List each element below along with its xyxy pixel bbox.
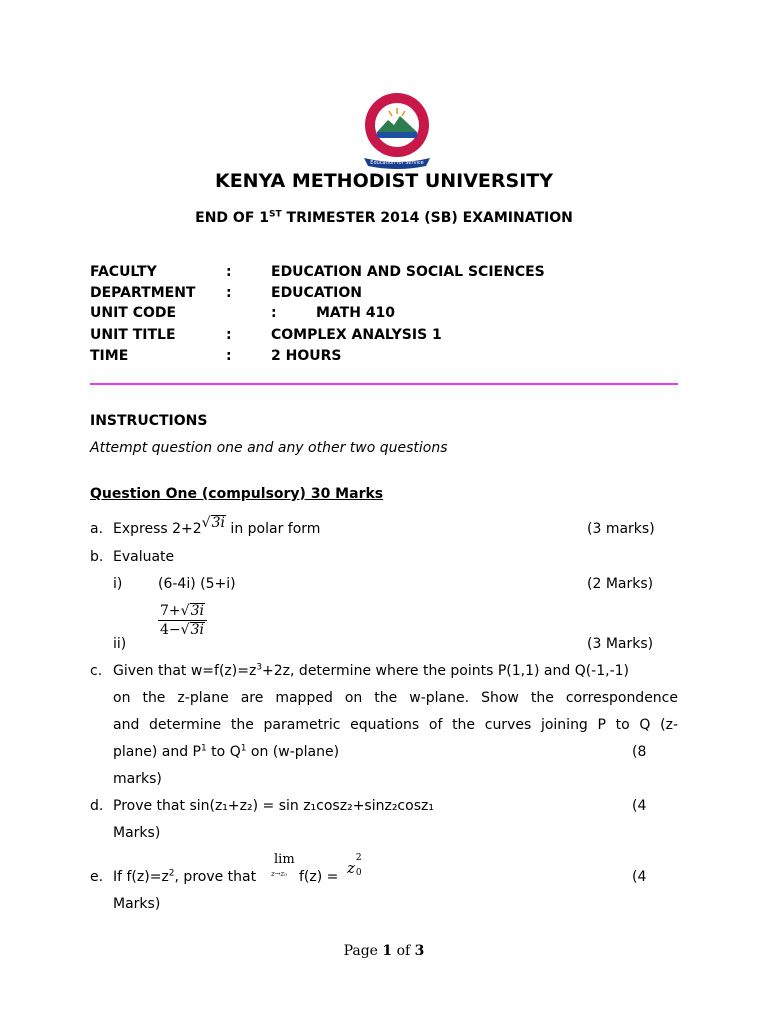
q-c-marks-a: (8 [632,744,647,760]
q-e-lim-sub: z→z₀ [271,870,288,878]
detail-time-value: 2 HOURS [271,348,342,364]
detail-unit-code-label: UNIT CODE [90,305,177,321]
q-b-label: b. [90,549,104,565]
q-c-label: c. [90,663,103,679]
section-divider [90,383,678,385]
detail-unit-title-sep: : [226,327,232,343]
page-number: Page 1 of 3 [343,943,425,959]
university-logo [360,92,434,170]
q-d-text: Prove that sin(z₁+z₂) = sin z₁cosz₂+sinz₂cosz₁ [113,798,434,814]
question-one-heading: Question One (compulsory) 30 Marks [90,486,384,502]
q-b-i-label: i) [113,576,123,592]
q-a-label: a. [90,521,104,537]
q-a-marks: (3 marks) [587,521,655,537]
q-e-text: If $f(z)=z^2$, prove that [113,868,257,885]
q-e-lim: lim [274,852,295,867]
detail-unit-title-value: COMPLEX ANALYSIS 1 [271,327,442,343]
detail-time-sep: : [226,348,232,364]
q-e-label: e. [90,869,104,885]
detail-department-value: EDUCATION [271,285,362,301]
q-e-z0: z 2 0 [347,853,362,878]
detail-department-sep: : [226,285,232,301]
detail-unit-code-value: MATH 410 [316,305,396,321]
q-e-fz: f(z) = [299,869,339,885]
detail-department-label: DEPARTMENT [90,285,196,301]
detail-faculty-value: EDUCATION AND SOCIAL SCIENCES [271,264,545,280]
q-c-marks-b: marks) [113,771,162,787]
q-a-text: Express 2+2√3i in polar form [113,515,321,537]
q-c-line3: and determine the parametric equations of the curves joining P to Q (z- [113,717,678,733]
q-d-label: d. [90,798,104,814]
q-b-text: Evaluate [113,549,175,565]
q-c-line4: plane) and $P^1$ to $Q^1$ on (w-plane) [113,743,340,760]
detail-time-label: TIME [90,348,129,364]
exam-title: END OF 1ST TRIMESTER 2014 (SB) EXAMINATION [195,209,573,226]
q-e-marks-a: (4 [632,869,647,885]
q-b-ii-label: ii) [113,636,127,652]
q-c-line1: Given that $w=f(z)=z^3+2z$, determine where the points P(1,1) and Q(-1,-1) [113,662,630,679]
detail-unit-title-label: UNIT TITLE [90,327,176,343]
detail-faculty-label: FACULTY [90,264,157,280]
instructions-text: Attempt question one and any other two questions [90,440,448,456]
q-e-marks-b: Marks) [113,896,161,912]
detail-unit-code-sep: : [271,305,277,321]
q-b-i-marks: (2 Marks) [587,576,654,592]
detail-faculty-sep: : [226,264,232,280]
logo-seal-icon [360,92,434,170]
q-b-ii-fraction: $\frac{7+√3i}{4-√3i}$ [158,603,207,638]
q-b-i-text: (6-4i) (5+i) [158,576,236,592]
q-d-marks-b: Marks) [113,825,161,841]
q-d-marks-a: (4 [632,798,647,814]
logo-ribbon-text: Education for Service [370,160,424,166]
university-name: KENYA METHODIST UNIVERSITY [214,170,554,192]
q-c-line2: on the z-plane are mapped on the w-plane. Show the correspondence [113,690,678,706]
q-b-ii-marks: (3 Marks) [587,636,654,652]
instructions-heading: INSTRUCTIONS [90,413,208,429]
